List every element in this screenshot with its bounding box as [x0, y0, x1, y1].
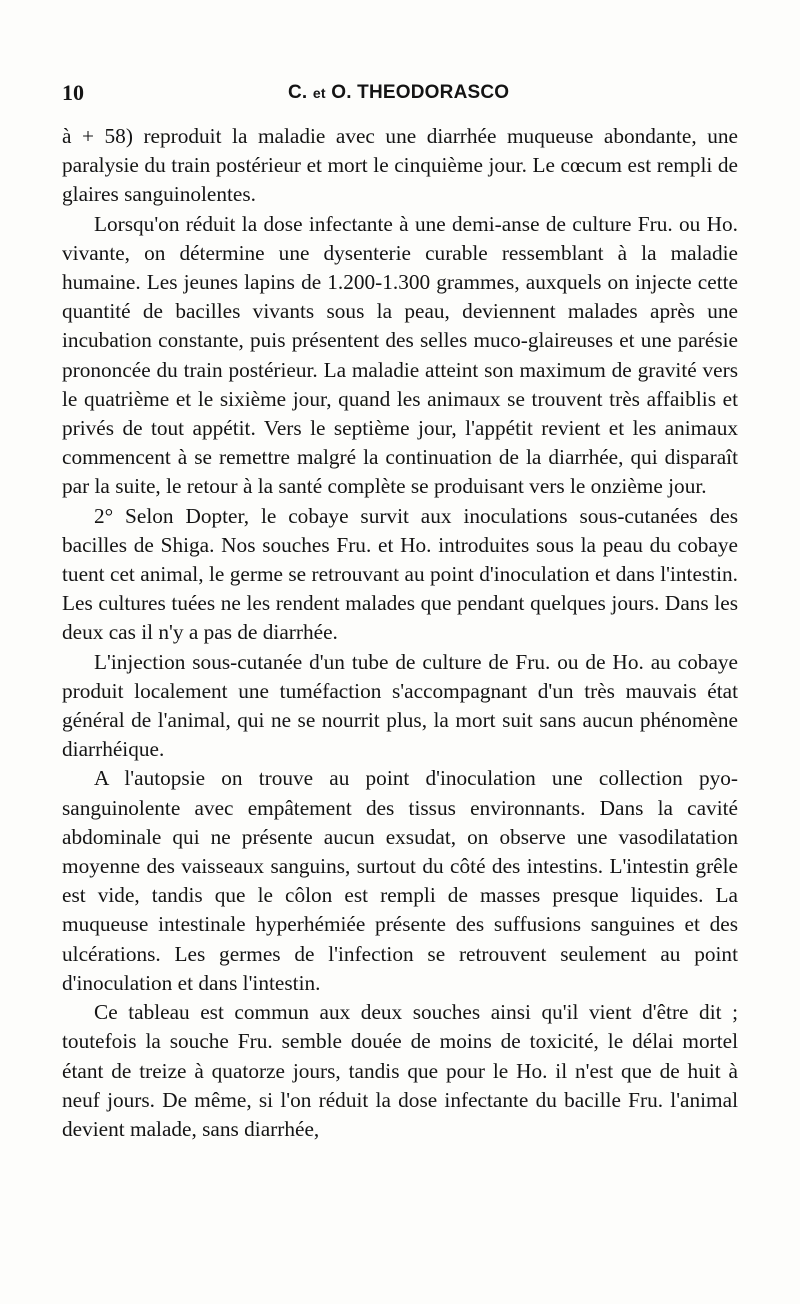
author-conjunction: et — [312, 85, 326, 101]
body-text — [62, 122, 738, 1144]
paragraph: 2° Selon Dopter, le cobaye survit aux inoculations sous-cutanées des bacilles de Shiga. Nos souches Fru. et Ho. introduites sous la peau du cobaye tuent cet animal, le germe se retrouvant au point d'inoculation et dans l'intestin. Les cultures tuées ne les rendent malades que pendant quelques jours. Dans les deux cas il n'y a pas de diarrhée. — [62, 503, 738, 645]
page-number: 10 — [62, 80, 84, 105]
paragraph: L'injection sous-cutanée d'un tube de culture de Fru. ou de Ho. au cobaye produit localement une tuméfaction s'accompagnant d'un très mauvais état général de l'animal, qui ne se nourrit plus, la mort suit sans aucun phénomène diarrhéique. — [62, 649, 738, 762]
author-name: O. THEODORASCO — [331, 82, 510, 103]
paragraph: A l'autopsie on trouve au point d'inoculation une collection pyo-sanguinolente avec empâtement des tissus environnants. Dans la cavité abdominale qui ne présente aucun exsudat, on observe une vasodilatation moyenne des vaisseaux sanguins, surtout du côté des intestins. L'intestin grêle est vide, tandis que le côlon est rempli de masses presque liquides. La muqueuse intestinale hyperhémiée présente des suffusions sanguines et des ulcérations. Les germes de l'infection se retrouvent seulement au point d'inoculation et dans l'intestin. — [62, 766, 738, 995]
paragraph-continued: à + 58) reproduit la maladie avec une diarrhée muqueuse abondante, une paralysie du train postérieur et mort le cinquième jour. Le cœcum est rempli de glaires sanguinolentes. — [62, 124, 738, 207]
paragraph: Ce tableau est commun aux deux souches ainsi qu'il vient d'être dit ; toutefois la souche Fru. semble douée de moins de toxicité, le délai mortel étant de treize à quatorze jours, tandis que pour le Ho. il n'est que de huit à neuf jours. De même, si l'on réduit la dose infectante du bacille Fru. l'animal devient malade, sans diarrhée, — [62, 1000, 738, 1141]
paragraph: Lorsqu'on réduit la dose infectante à une demi-anse de culture Fru. ou Ho. vivante, on détermine une dysenterie curable ressemblant à la maladie humaine. Les jeunes lapins de 1.200-1.300 grammes, auxquels on injecte cette quantité de bacilles vivants sous la peau, deviennent malades après une incubation constante, puis présentent des selles muco-glaireuses et une parésie prononcée du train postérieur. La maladie atteint son maximum de gravité vers le quatrième et le sixième jour, quand les animaux se trouvent très affaiblis et privés de tout appétit. Vers le septième jour, l'appétit revient et les animaux commencent à se remettre malgré la continuation de la diarrhée, qui disparaît par la suite, le retour à la santé complète se produisant vers le onzième jour. — [62, 211, 738, 499]
author-header — [288, 82, 509, 104]
running-head — [62, 80, 738, 110]
author-initial-c: C. — [288, 82, 308, 103]
